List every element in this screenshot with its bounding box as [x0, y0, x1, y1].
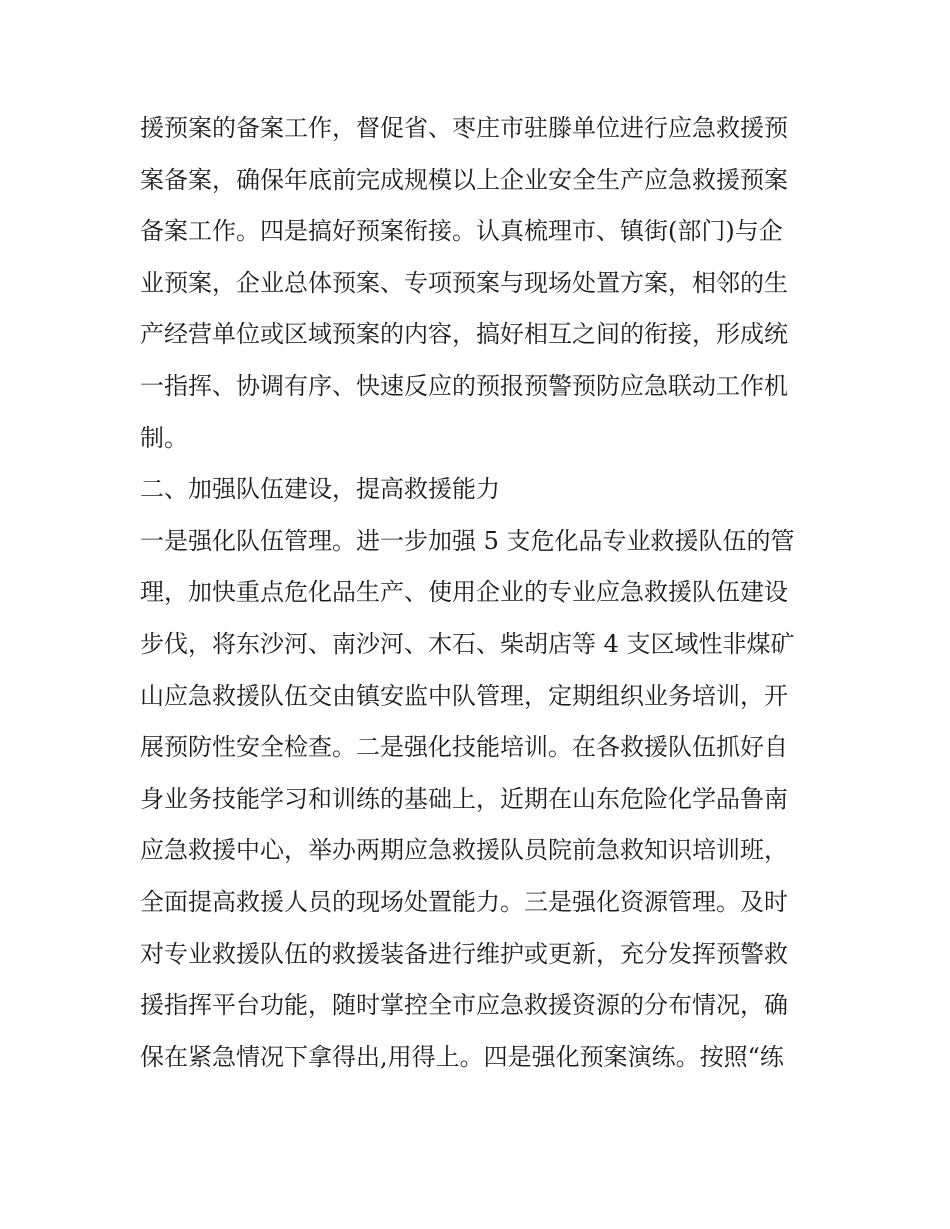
text-line: 步伐，将东沙河、南沙河、木石、柴胡店等 4 支区域性非煤矿 — [140, 629, 795, 658]
text-line: 案备案，确保年底前完成规模以上企业安全生产应急救援预案 — [140, 165, 788, 194]
document-body — [140, 103, 820, 1083]
text-line: 备案工作。四是搞好预案衔接。认真梳理市、镇街(部门)与企 — [140, 217, 783, 246]
text-line: 援预案的备案工作，督促省、枣庄市驻滕单位进行应急救援预 — [140, 114, 788, 142]
text-line: 产经营单位或区域预案的内容，搞好相互之间的衔接，形成统 — [140, 320, 788, 349]
text-line: 一是强化队伍管理。进一步加强 5 支危化品专业救援队伍的管 — [140, 526, 795, 555]
text-line: 展预防性安全检查。二是强化技能培训。在各救援队伍抓好自 — [140, 733, 788, 762]
text-line: 业预案，企业总体预案、专项预案与现场处置方案，相邻的生 — [140, 268, 788, 297]
text-line: 制。 — [140, 423, 188, 452]
text-line: 一指挥、协调有序、快速反应的预报预警预防应急联动工作机 — [140, 371, 788, 400]
text-line: 应急救援中心，举办两期应急救援队员院前急救知识培训班， — [140, 836, 788, 865]
text-line: 身业务技能学习和训练的基础上，近期在山东危险化学品鲁南 — [140, 784, 788, 813]
text-line: 理，加快重点危化品生产、使用企业的专业应急救援队伍建设 — [140, 578, 788, 607]
text-line: 援指挥平台功能，随时掌控全市应急救援资源的分布情况，确 — [140, 991, 788, 1020]
text-line: 对专业救援队伍的救援装备进行维护或更新，充分发挥预警救 — [140, 939, 788, 968]
text-line: 山应急救援队伍交由镇安监中队管理，定期组织业务培训，开 — [140, 681, 788, 710]
section-heading: 二、加强队伍建设，提高救援能力 — [140, 475, 500, 504]
text-line: 全面提高救援人员的现场处置能力。三是强化资源管理。及时 — [140, 887, 788, 916]
text-line: 保在紧急情况下拿得出,用得上。四是强化预案演练。按照“练 — [140, 1042, 784, 1071]
